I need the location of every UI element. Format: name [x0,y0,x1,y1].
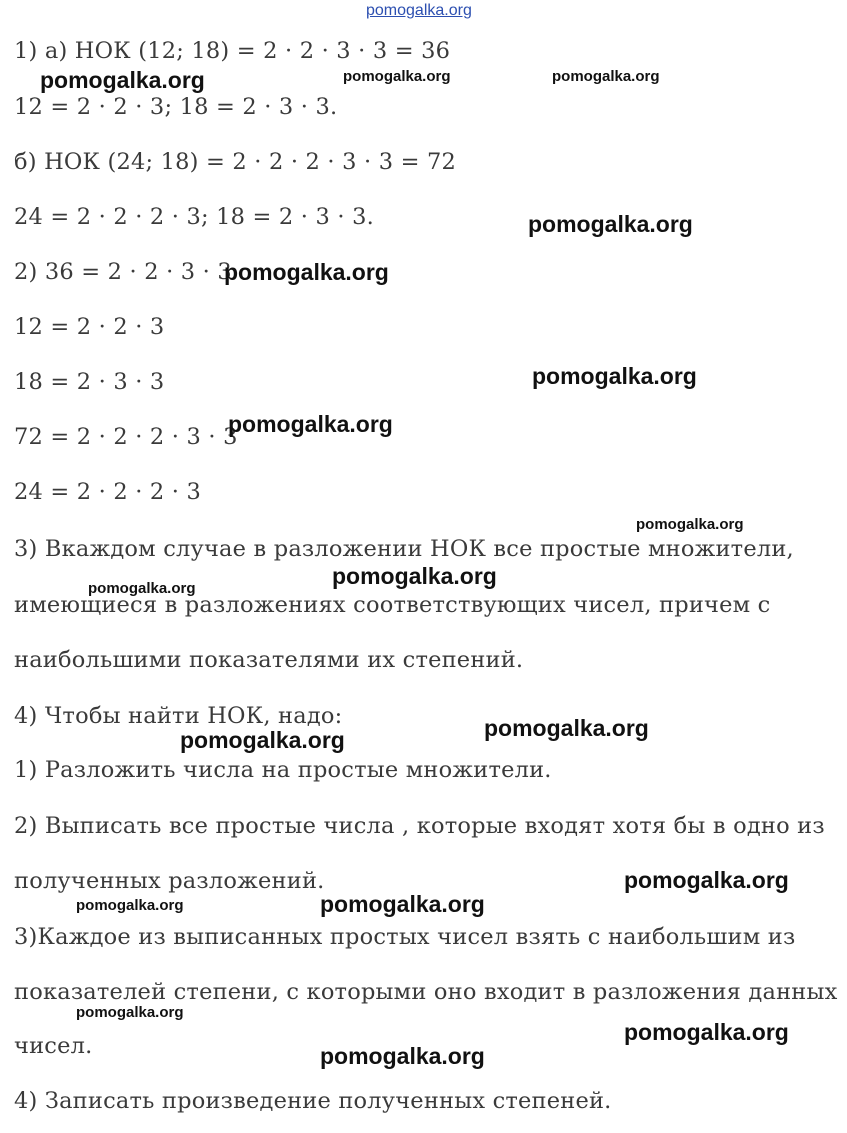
text-line-5: 2) 36 = 2 · 2 · 3 · 3 [14,259,232,285]
text-line-7: 18 = 2 · 3 · 3 [14,369,165,395]
watermark: pomogalka.org [224,259,389,285]
watermark: pomogalka.org [320,1043,485,1069]
watermark: pomogalka.org [76,897,184,914]
watermark: pomogalka.org [528,211,693,237]
text-line-3: б) НОК (24; 18) = 2 · 2 · 2 · 3 · 3 = 72 [14,149,457,175]
text-line-17: 3)Каждое из выписанных простых чисел взять с наибольшим из [14,924,796,950]
watermark: pomogalka.org [532,363,697,389]
watermark: pomogalka.org [624,1019,789,1045]
text-line-4: 24 = 2 · 2 · 2 · 3; 18 = 2 · 3 · 3. [14,204,374,230]
text-line-13: 4) Чтобы найти НОК, надо: [14,703,343,729]
watermark: pomogalka.org [320,891,485,917]
text-line-15: 2) Выписать все простые числа , которые входят хотя бы в одно из [14,813,825,839]
watermark: pomogalka.org [40,67,205,93]
text-line-11: имеющиеся в разложениях соответствующих чисел, причем с [14,592,771,618]
text-line-18: показателей степени, с которыми оно входит в разложения данных [14,979,838,1005]
watermark: pomogalka.org [552,68,660,85]
text-line-10: 3) Вкаждом случае в разложении НОК все простые множители, [14,536,794,562]
text-line-12: наибольшими показателями их степений. [14,647,524,673]
watermark: pomogalka.org [76,1004,184,1021]
watermark: pomogalka.org [624,867,789,893]
watermark: pomogalka.org [228,411,393,437]
text-line-8: 72 = 2 · 2 · 2 · 3 · 3 [14,424,238,450]
watermark-top-link[interactable]: pomogalka.org [366,2,472,19]
watermark: pomogalka.org [180,727,345,753]
watermark: pomogalka.org [88,580,196,597]
text-line-19: чисел. [14,1033,93,1059]
watermark: pomogalka.org [484,715,649,741]
text-line-1: 1) а) НОК (12; 18) = 2 · 2 · 3 · 3 = 36 [14,38,451,64]
watermark: pomogalka.org [343,68,451,85]
text-line-6: 12 = 2 · 2 · 3 [14,314,165,340]
text-line-14: 1) Разложить числа на простые множители. [14,757,552,783]
text-line-16: полученных разложений. [14,868,325,894]
watermark: pomogalka.org [636,516,744,533]
watermark: pomogalka.org [332,563,497,589]
text-line-2: 12 = 2 · 2 · 3; 18 = 2 · 3 · 3. [14,94,338,120]
text-line-20: 4) Записать произведение полученных степеней. [14,1088,612,1114]
text-line-9: 24 = 2 · 2 · 2 · 3 [14,479,202,505]
